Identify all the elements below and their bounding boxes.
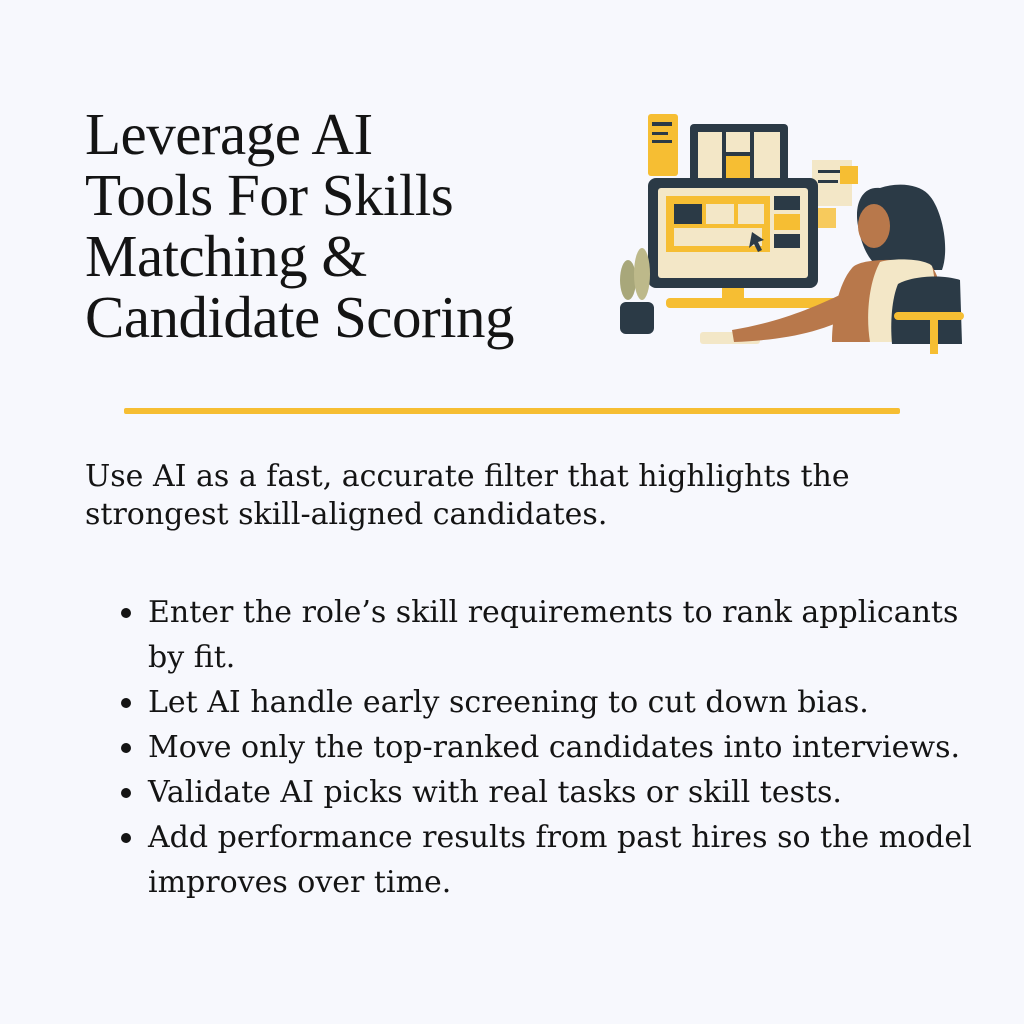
bullet-icon: [121, 743, 131, 753]
intro-text: Use AI as a fast, accurate filter that highlights the strongest skill-aligned candidates.: [85, 459, 850, 532]
list-item-text: Move only the top-ranked candidates into interviews.: [148, 730, 961, 765]
page-title: [85, 101, 605, 350]
bullet-icon: [121, 608, 131, 618]
list-item: [148, 815, 978, 905]
title-line: Candidate Scoring: [85, 284, 514, 350]
bullet-icon: [121, 833, 131, 843]
bullet-list: [148, 590, 978, 905]
list-item-text: Let AI handle early screening to cut down bias.: [148, 685, 869, 720]
title-line: Matching &: [85, 223, 367, 289]
title-line: Leverage AI: [85, 101, 373, 167]
list-item-text: Enter the role’s skill requirements to rank applicants by fit.: [148, 595, 959, 675]
divider: [124, 408, 900, 414]
list-item-text: Add performance results from past hires so the model improves over time.: [148, 820, 972, 900]
list-item: [148, 590, 978, 680]
list-item-text: Validate AI picks with real tasks or skill tests.: [148, 775, 842, 810]
woman-at-computer-illustration: [612, 108, 968, 356]
list-item: [148, 725, 978, 770]
list-item: [148, 770, 978, 815]
list-item: [148, 680, 978, 725]
bullet-icon: [121, 788, 131, 798]
bullet-icon: [121, 698, 131, 708]
title-line: Tools For Skills: [85, 162, 454, 228]
